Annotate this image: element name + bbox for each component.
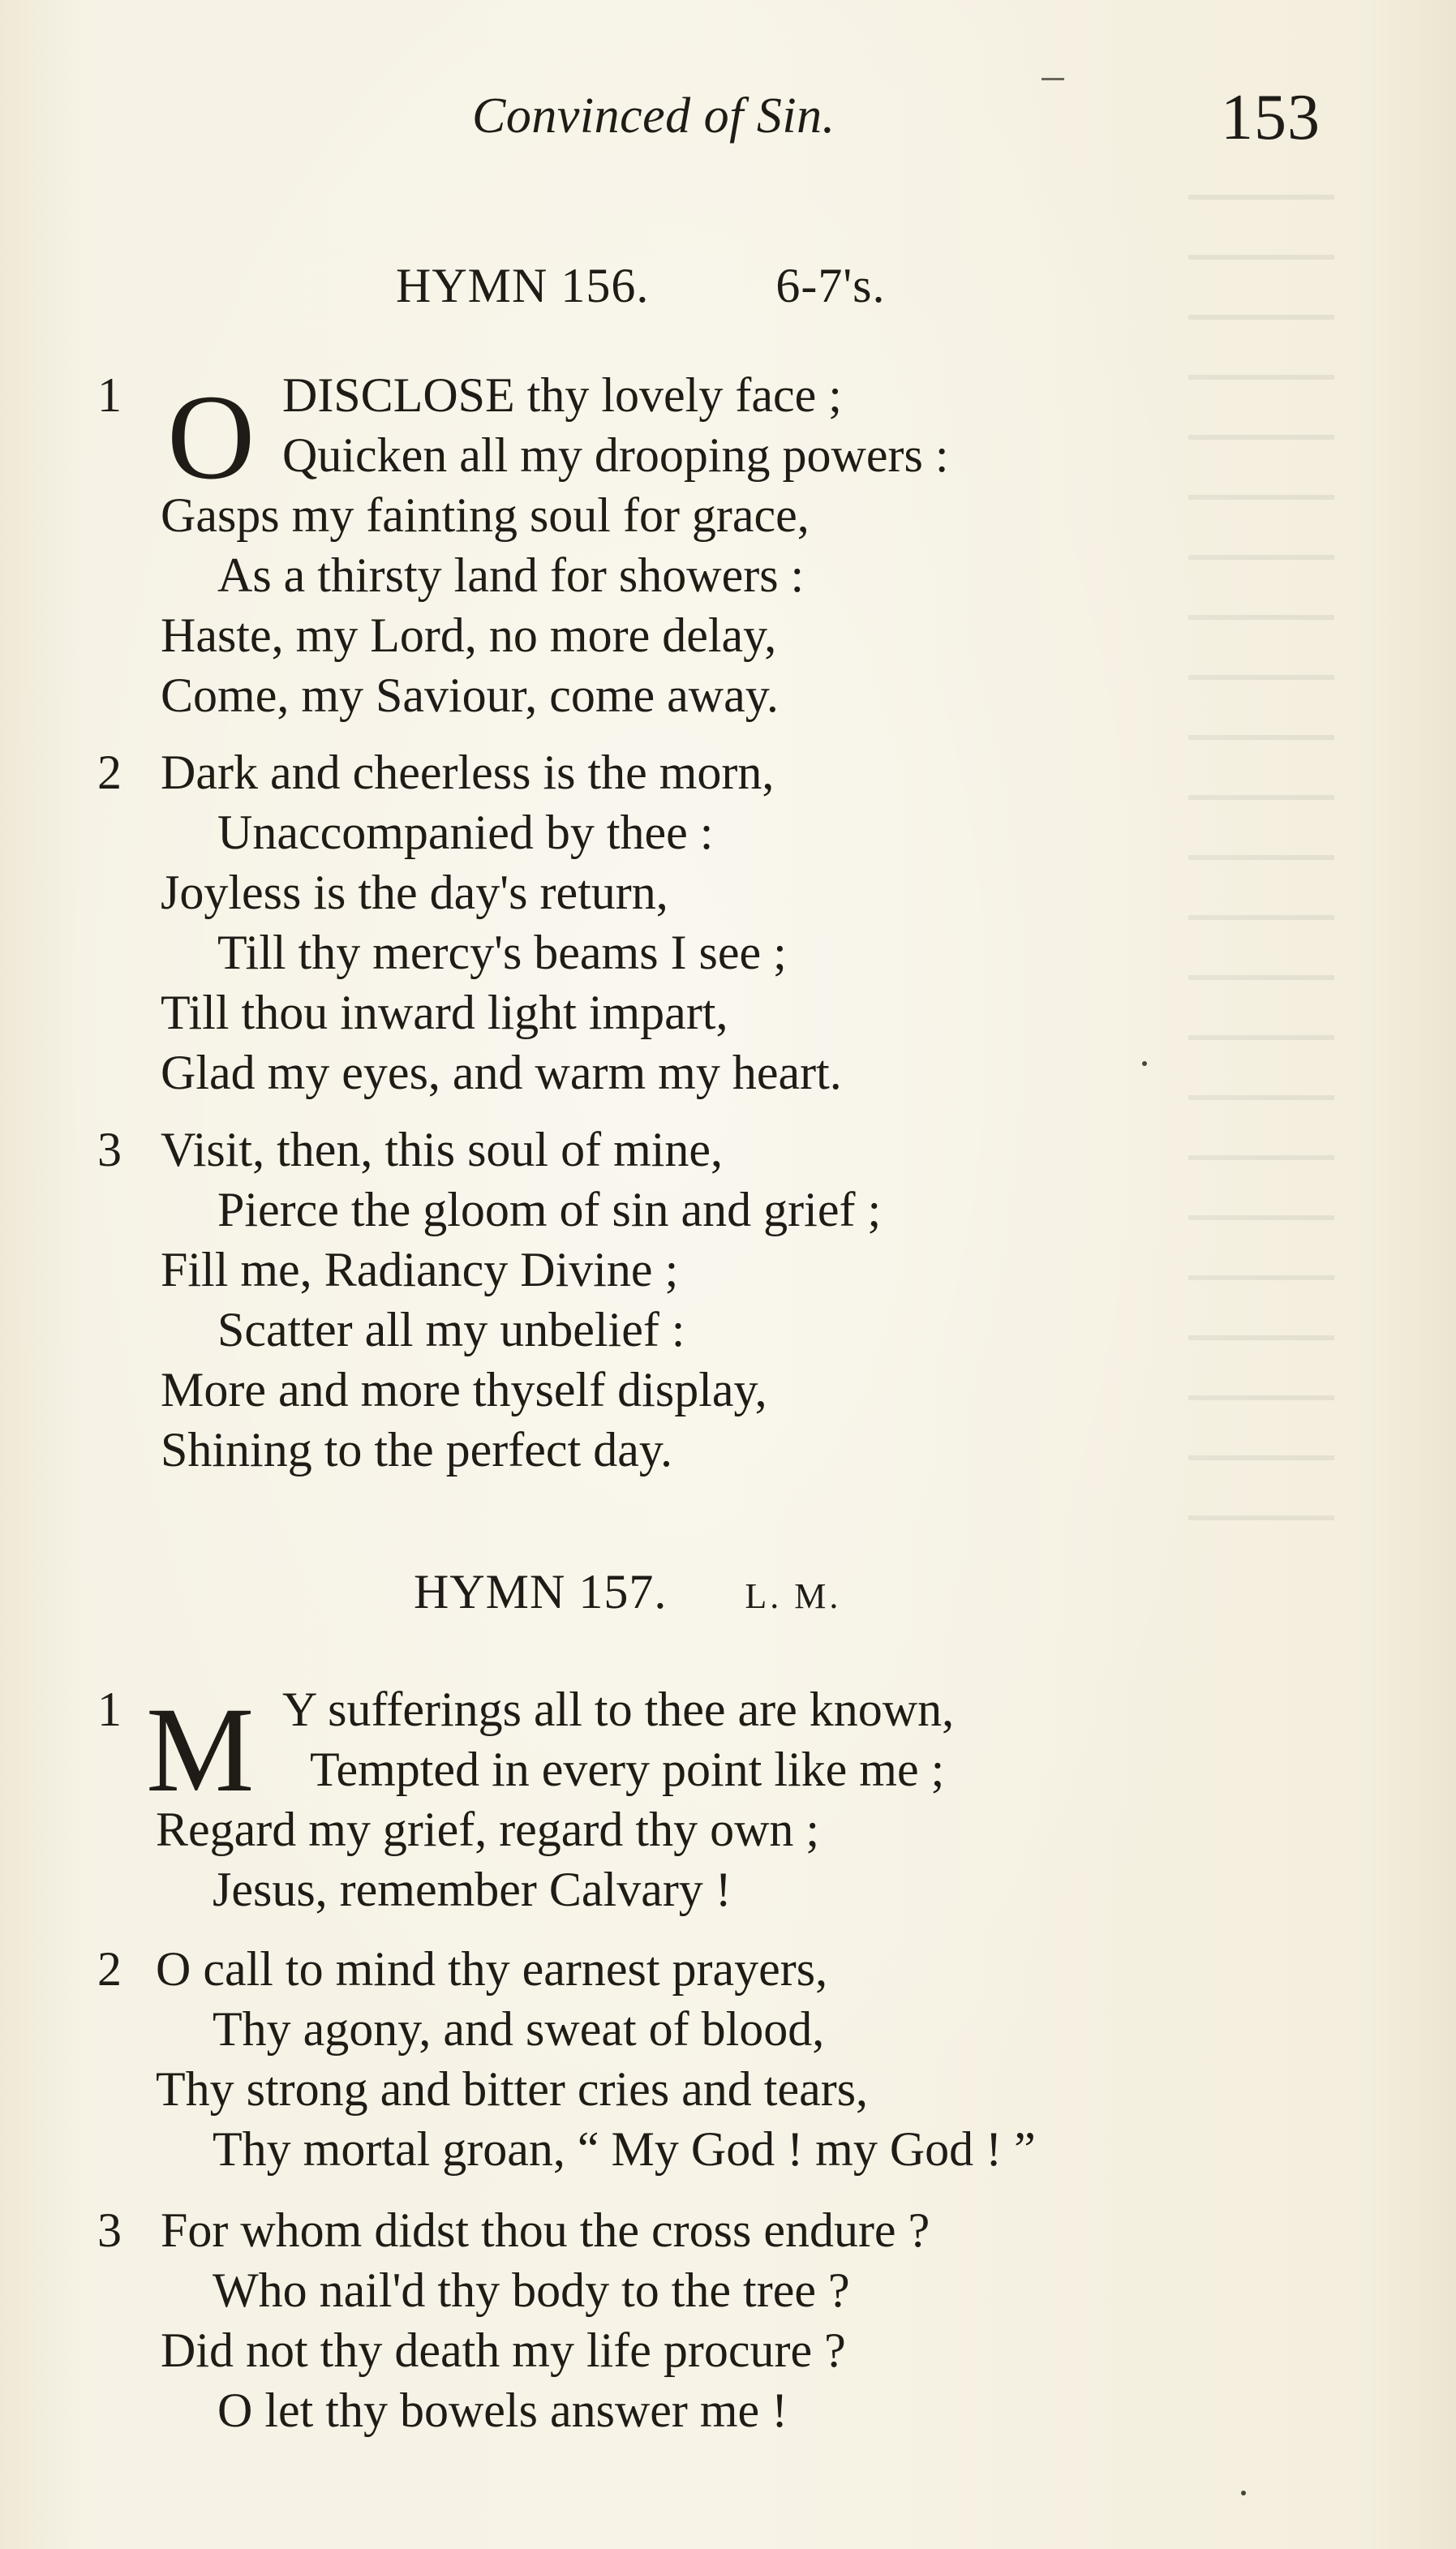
verse-line: O call to mind thy earnest prayers, <box>156 1942 828 1996</box>
hymn-156-heading <box>396 258 885 314</box>
hymn-156-stanza-3 <box>97 1120 1363 1480</box>
verse-line: Gasps my fainting soul for grace, <box>161 488 810 542</box>
page-number: 153 <box>1221 82 1321 153</box>
running-title: Convinced of Sin. <box>472 88 835 144</box>
verse-line: Till thou inward light impart, <box>161 986 728 1039</box>
hymn-157-stanza-2 <box>97 1939 1363 2179</box>
verse-line: Haste, my Lord, no more delay, <box>161 608 777 662</box>
stanza-number: 2 <box>97 1942 122 1996</box>
verse-line: Joyless is the day's return, <box>161 866 668 919</box>
verse-line: Did not thy death my life procure ? <box>161 2323 846 2377</box>
verse-line: Pierce the gloom of sin and grief ; <box>217 1183 882 1236</box>
verse-line: Jesus, remember Calvary ! <box>213 1863 732 1916</box>
verse-line: Who nail'd thy body to the tree ? <box>213 2263 850 2317</box>
verse-line: More and more thyself display, <box>161 1363 767 1416</box>
verse-line: Y sufferings all to thee are known, <box>282 1683 955 1736</box>
verse-line: Fill me, Radiancy Divine ; <box>161 1243 679 1296</box>
verse-line: Shining to the perfect day. <box>161 1423 672 1477</box>
verse-line: Thy mortal groan, “ My God ! my God ! ” <box>213 2122 1036 2176</box>
hymn-meter: L. M. <box>745 1576 842 1616</box>
verse-line: Come, my Saviour, come away. <box>161 668 779 722</box>
ink-speck <box>1142 1061 1147 1066</box>
verse-line: Unaccompanied by thee : <box>217 806 714 859</box>
ink-speck <box>1241 2491 1246 2495</box>
verse-line: DISCLOSE thy lovely face ; <box>282 368 842 422</box>
verse-line: O let thy bowels answer me ! <box>217 2384 788 2437</box>
verse-line: Dark and cheerless is the morn, <box>161 746 775 799</box>
verse-line: Scatter all my unbelief : <box>217 1303 685 1356</box>
hymn-156-stanza-1 <box>97 365 1363 725</box>
verse-line: As a thirsty land for showers : <box>217 548 805 602</box>
verse-line: Thy agony, and sweat of blood, <box>213 2002 825 2056</box>
verse-line: Tempted in every point like me ; <box>310 1743 945 1796</box>
verse-line: Thy strong and bitter cries and tears, <box>156 2062 869 2116</box>
stanza-number: 3 <box>97 2203 122 2257</box>
hymn-157-stanza-3 <box>97 2200 1363 2440</box>
stanza-number: 2 <box>97 746 122 799</box>
hymn-title: HYMN 157. <box>414 1565 668 1618</box>
hymn-157-heading <box>414 1564 841 1620</box>
verse-line: Visit, then, this soul of mine, <box>161 1123 724 1176</box>
stanza-number: 1 <box>97 1683 122 1736</box>
hymn-156-stanza-2 <box>97 742 1363 1103</box>
verse-line: Regard my grief, regard thy own ; <box>156 1803 820 1856</box>
hymn-meter: 6-7's. <box>775 259 886 312</box>
ink-mark <box>1042 78 1064 80</box>
verse-line: Till thy mercy's beams I see ; <box>217 926 787 979</box>
verse-line: Glad my eyes, and warm my heart. <box>161 1046 842 1099</box>
stanza-number: 3 <box>97 1123 122 1176</box>
stanza-number: 1 <box>97 368 122 422</box>
verse-line: Quicken all my drooping powers : <box>282 428 949 482</box>
drop-cap: M <box>146 1683 255 1817</box>
hymn-157-stanza-1 <box>97 1679 1363 1919</box>
drop-cap: O <box>167 370 256 505</box>
verse-line: For whom didst thou the cross endure ? <box>161 2203 930 2257</box>
hymn-title: HYMN 156. <box>396 259 650 312</box>
